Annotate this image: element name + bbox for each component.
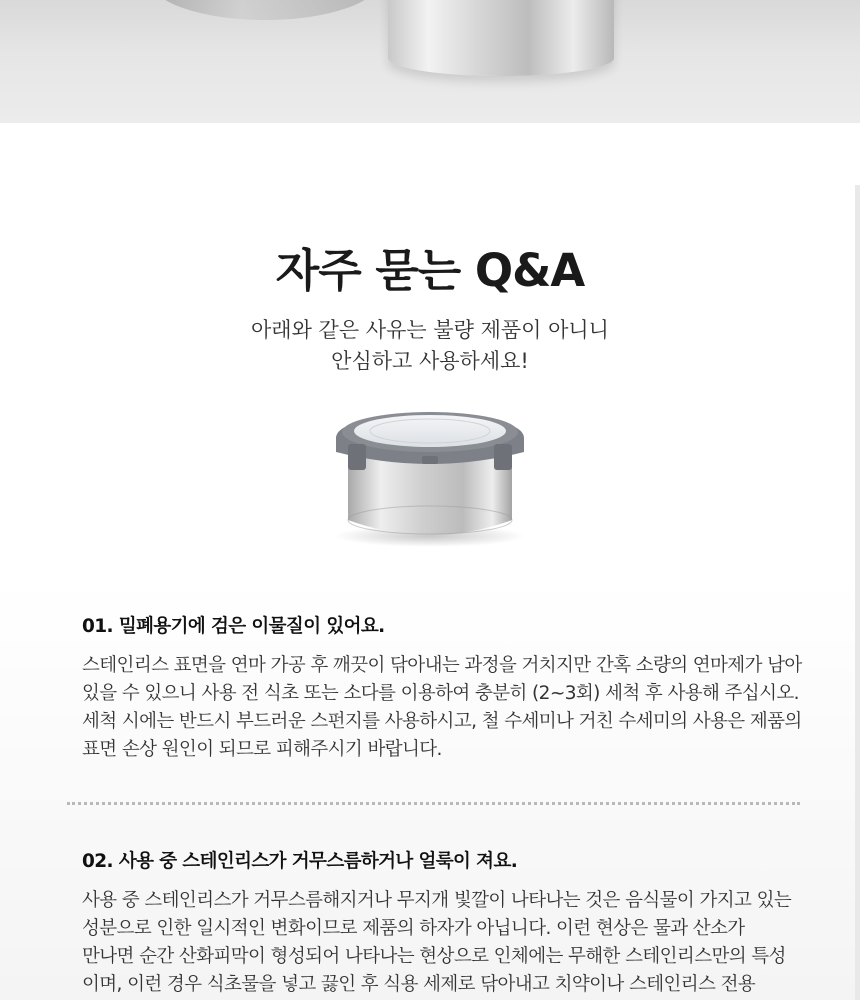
answer-line: 있을 수 있으니 사용 전 식초 또는 소다를 이용하여 충분히 (2~3회) 세척 후 사용해 주십시오. [82, 683, 799, 704]
dotted-divider [67, 802, 800, 805]
container-photo-left [150, 0, 380, 20]
subtitle-line: 안심하고 사용하세요! [331, 349, 529, 373]
subtitle-line: 아래와 같은 사유는 불량 제품이 아니니 [251, 318, 609, 342]
faq-answer-2 [82, 887, 797, 999]
hero-product-photo [0, 0, 860, 123]
answer-line: 스테인리스 표면을 연마 가공 후 깨끗이 닦아내는 과정을 거치지만 간혹 소량의 연마제가 남아 [82, 655, 802, 676]
answer-line: 이며, 이런 경우 식초물을 넣고 끓인 후 식용 세제로 닦아내고 치약이나 스테인리스 전용 [82, 974, 756, 995]
answer-line: 세척 시에는 반드시 부드러운 스펀지를 사용하시고, 철 수세미나 거친 수세미의 사용은 제품의 [82, 711, 802, 732]
faq-question-1: 01. 밀폐용기에 검은 이물질이 있어요. [82, 616, 385, 637]
answer-line: 표면 손상 원인이 되므로 피해주시기 바랍니다. [82, 739, 442, 760]
scrollbar[interactable] [855, 185, 860, 1000]
faq-subtitle [0, 315, 860, 377]
stainless-container-icon [318, 400, 542, 550]
answer-line: 사용 중 스테인리스가 거무스름해지거나 무지개 빛깔이 나타나는 것은 음식물이 가지고 있는 [82, 890, 792, 911]
faq-answer-1 [82, 652, 802, 764]
answer-line: 성분으로 인한 일시적인 변화이므로 제품의 하자가 아닙니다. 이런 현상은 물과 산소가 [82, 918, 745, 939]
faq-question-2: 02. 사용 중 스테인리스가 거무스름하거나 얼룩이 져요. [82, 851, 518, 872]
container-photo [388, 0, 614, 76]
faq-title: 자주 묻는 Q&A [275, 244, 585, 297]
answer-line: 만나면 순간 산화피막이 형성되어 나타나는 현상으로 인체에는 무해한 스테인리스만의 특성 [82, 946, 786, 967]
